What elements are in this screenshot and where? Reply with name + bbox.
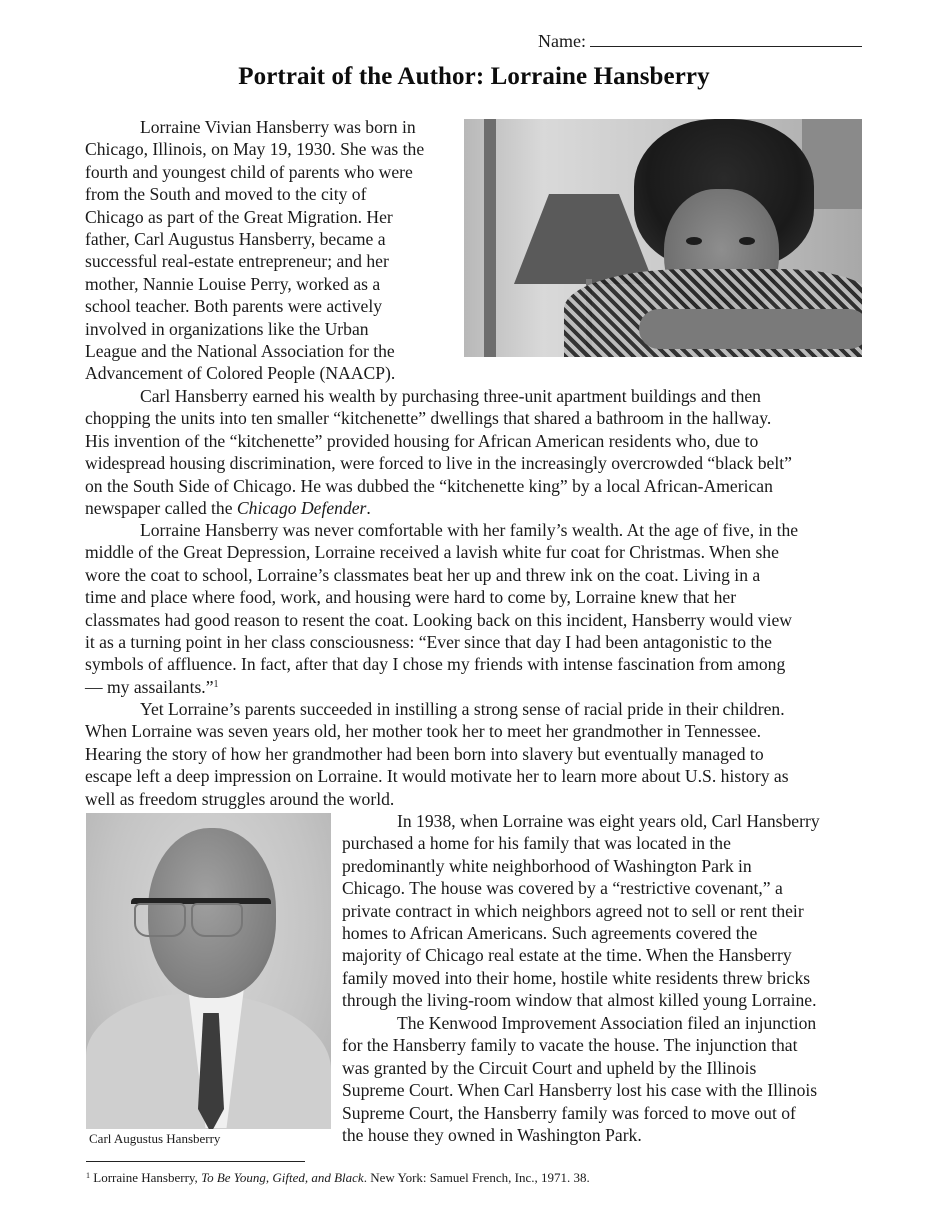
footnote-reference[interactable]: 1	[213, 678, 219, 690]
text-line: through the living-room window that almost killed young Lorraine.	[342, 990, 817, 1011]
text-line: The Kenwood Improvement Association filed an injunction	[397, 1013, 817, 1033]
text-line: the house they owned in Washington Park.	[342, 1125, 642, 1146]
photo-detail	[191, 903, 243, 937]
photo-detail	[134, 903, 186, 937]
text-line: When Lorraine was seven years old, her mother took her to meet her grandmother in Tennessee.	[85, 721, 762, 742]
text-line: In 1938, when Lorraine was eight years old, Carl Hansberry	[397, 811, 820, 831]
text-line: widespread housing discrimination, were forced to live in the increasingly overcrowded “black belt”	[85, 453, 792, 474]
text-line: Chicago as part of the Great Migration. Her	[85, 206, 393, 227]
text-line: middle of the Great Depression, Lorraine received a lavish white fur coat for Christmas. When she	[85, 542, 779, 563]
text-line: majority of Chicago real estate at the time. When the Hansberry	[342, 945, 792, 966]
text-line: Supreme Court, the Hansberry family was forced to move out of	[342, 1102, 796, 1123]
text-line: Advancement of Colored People (NAACP).	[85, 363, 396, 384]
text-line: escape left a deep impression on Lorraine. It would motivate her to learn more about U.S. history as	[85, 766, 789, 787]
text-line: League and the National Association for the	[85, 341, 395, 362]
text-line	[85, 497, 792, 519]
text-line: father, Carl Augustus Hansberry, became a	[85, 229, 386, 250]
text-line: on the South Side of Chicago. He was dubbed the “kitchenette king” by a local African-American	[85, 475, 773, 496]
text-line: wore the coat to school, Lorraine’s classmates beat her up and threw ink on the coat. Living in a	[85, 564, 761, 585]
book-title: To Be Young, Gifted, and Black	[201, 1170, 364, 1185]
text-line: well as freedom struggles around the world.	[85, 788, 395, 809]
lamp-icon	[514, 194, 654, 284]
text-line: it as a turning point in her class consciousness: “Ever since that day I had been antagonistic to the	[85, 632, 772, 653]
text-line: Chicago. The house was covered by a “restrictive covenant,” a	[342, 878, 783, 899]
photo-detail	[639, 309, 862, 349]
text-line: symbols of affluence. In fact, after that day I chose my friends with intense fascination from among	[85, 654, 786, 675]
text-line: predominantly white neighborhood of Washington Park in	[342, 855, 752, 876]
text-line: purchased a home for his family that was located in the	[342, 833, 731, 854]
text-line: Carl Hansberry earned his wealth by purchasing three-unit apartment buildings and then	[140, 386, 761, 406]
text-line	[85, 676, 798, 698]
text-line: successful real-estate entrepreneur; and her	[85, 251, 389, 272]
text-line: private contract in which neighbors agreed not to sell or rent their	[342, 900, 804, 921]
footnote-divider	[86, 1161, 305, 1162]
text-fragment: .	[366, 498, 371, 519]
text-fragment: — my assailants.”	[85, 676, 214, 697]
text-line: was granted by the Circuit Court and upheld by the Illinois	[342, 1057, 757, 1078]
text-line: Lorraine Vivian Hansberry was born in	[140, 117, 416, 137]
text-line: Chicago, Illinois, on May 19, 1930. She was the	[85, 139, 425, 160]
name-field[interactable]	[538, 30, 862, 52]
paragraph-3	[85, 519, 798, 698]
text-fragment: Lorraine Hansberry,	[90, 1170, 202, 1185]
text-line: classmates had good reason to resent the coat. Looking back on this incident, Hansberry would view	[85, 609, 792, 630]
photo-caption: Carl Augustus Hansberry	[89, 1131, 221, 1146]
paragraph-2	[85, 385, 792, 519]
text-line: from the South and moved to the city of	[85, 184, 367, 205]
text-line: for the Hansberry family to vacate the house. The injunction that	[342, 1035, 798, 1056]
newspaper-title: Chicago Defender	[236, 498, 367, 519]
photo-detail	[686, 237, 702, 245]
paragraph-5	[342, 810, 820, 1012]
name-label: Name:	[538, 31, 586, 51]
text-line: family moved into their home, hostile white residents threw bricks	[342, 967, 811, 988]
text-line: school teacher. Both parents were actively	[85, 296, 383, 317]
carl-hansberry-photo	[86, 813, 331, 1129]
photo-detail	[484, 119, 496, 357]
page-title: Portrait of the Author: Lorraine Hansberry	[238, 63, 710, 90]
text-line: Yet Lorraine’s parents succeeded in instilling a strong sense of racial pride in their children.	[140, 699, 785, 719]
text-line: time and place where food, work, and housing were hard to come by, Lorraine knew that her	[85, 587, 737, 608]
footnote	[86, 1170, 590, 1186]
text-fragment: . New York: Samuel French, Inc., 1971. 38.	[363, 1170, 590, 1185]
text-line: homes to African Americans. Such agreements covered the	[342, 923, 758, 944]
paragraph-4	[85, 698, 789, 810]
text-line: chopping the units into ten smaller “kitchenette” dwellings that shared a bathroom in the hallway.	[85, 408, 772, 429]
text-line: mother, Nannie Louise Perry, worked as a	[85, 273, 381, 294]
paragraph-6	[342, 1012, 817, 1146]
photo-detail	[739, 237, 755, 245]
text-line: Hearing the story of how her grandmother had been born into slavery but eventually managed to	[85, 743, 764, 764]
text-line: Supreme Court. When Carl Hansberry lost his case with the Illinois	[342, 1080, 818, 1101]
text-line: fourth and youngest child of parents who were	[85, 161, 413, 182]
name-blank-line[interactable]	[590, 30, 862, 47]
text-line: Lorraine Hansberry was never comfortable with her family’s wealth. At the age of five, in the	[140, 520, 799, 540]
footnote-number: 1	[86, 1171, 90, 1180]
text-line: involved in organizations like the Urban	[85, 318, 369, 339]
text-fragment: newspaper called the	[85, 498, 237, 519]
text-line: His invention of the “kitchenette” provided housing for African American residents who, due to	[85, 430, 759, 451]
paragraph-1	[85, 116, 424, 385]
lorraine-hansberry-photo	[464, 119, 862, 357]
